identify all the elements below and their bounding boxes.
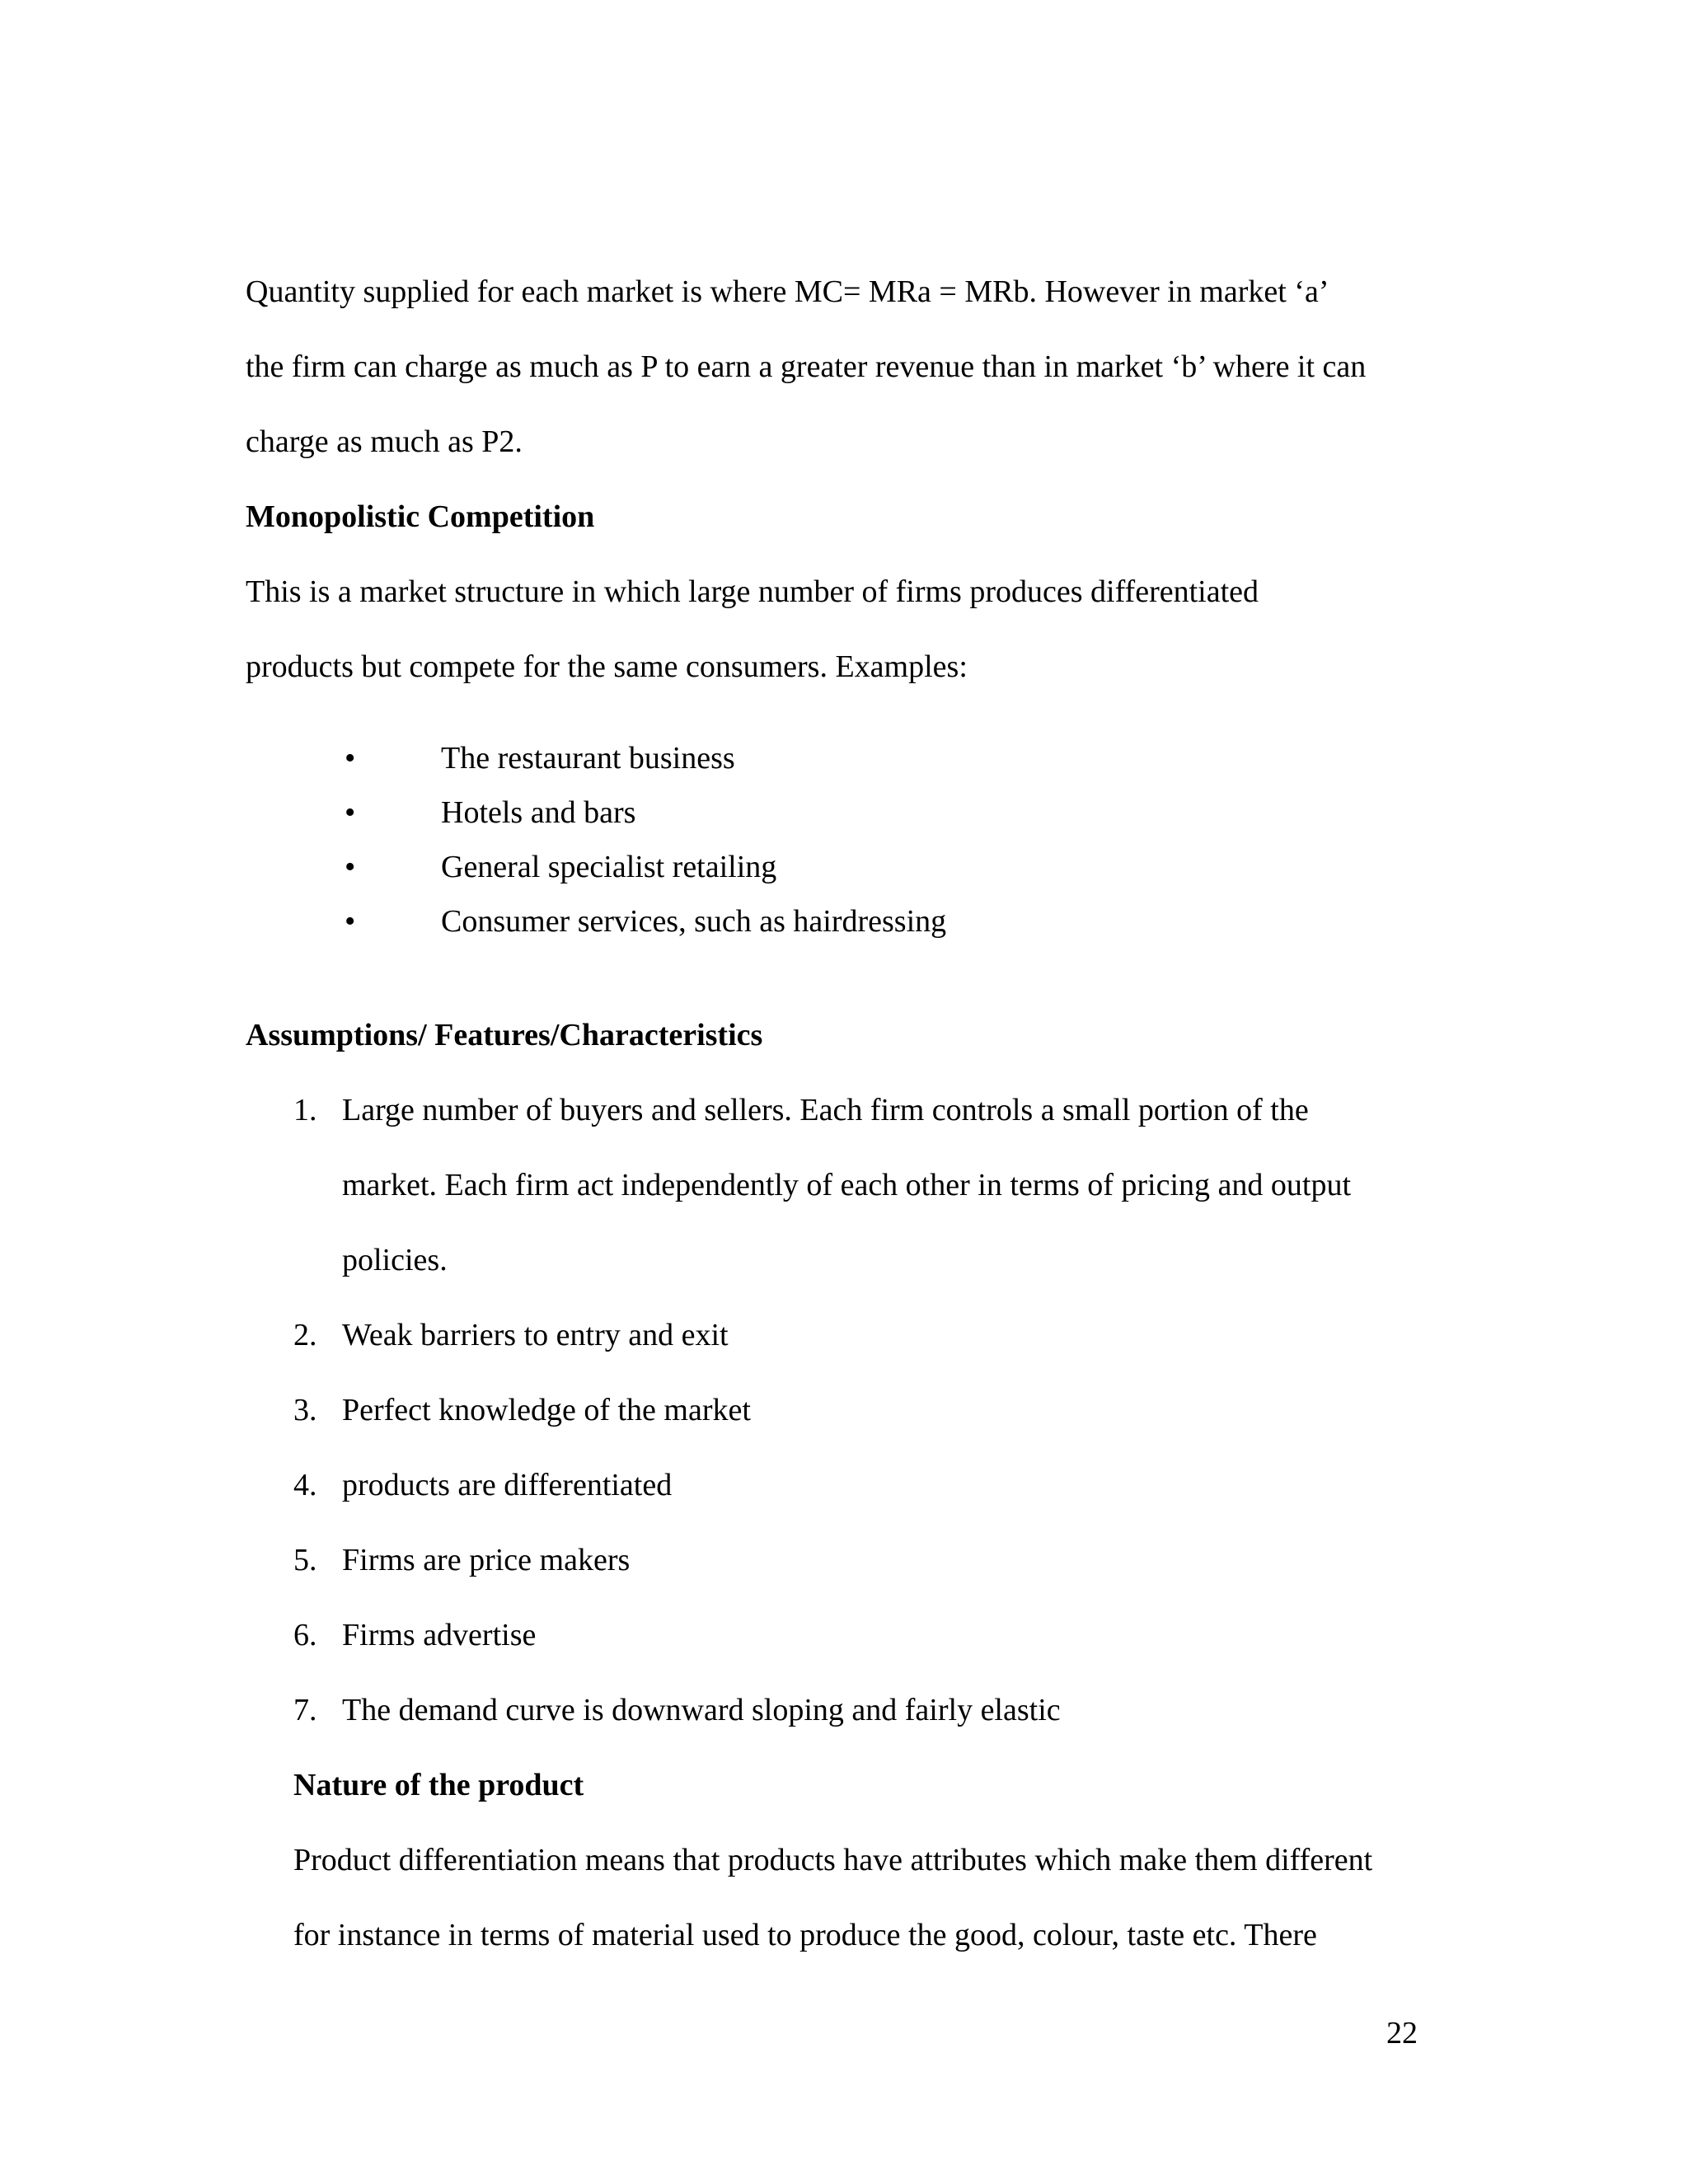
paragraph-line: Product differentiation means that products have attributes which make them different <box>293 1843 1373 1877</box>
paragraph-line: for instance in terms of material used to produce the good, colour, taste etc. There <box>293 1918 1317 1952</box>
list-item-text: Weak barriers to entry and exit <box>342 1318 729 1352</box>
bullet-marker: • <box>345 795 356 830</box>
paragraph-line: charge as much as P2. <box>246 424 523 459</box>
list-number: 7. <box>293 1693 317 1727</box>
paragraph-line: Quantity supplied for each market is where MC= MRa = MRb. However in market ‘a’ <box>246 274 1329 309</box>
list-item-text: The demand curve is downward sloping and fairly elastic <box>342 1693 1061 1727</box>
list-number: 6. <box>293 1618 317 1652</box>
list-item-text: Hotels and bars <box>441 795 636 830</box>
list-number: 1. <box>293 1093 317 1127</box>
paragraph-line: the firm can charge as much as P to earn a greater revenue than in market ‘b’ where it can <box>246 349 1367 384</box>
list-item-text: The restaurant business <box>441 741 735 776</box>
bullet-marker: • <box>345 741 356 776</box>
list-number: 5. <box>293 1543 317 1577</box>
list-number: 2. <box>293 1318 317 1352</box>
paragraph-line: This is a market structure in which large number of firms produces differentiated <box>246 574 1259 609</box>
list-number: 4. <box>293 1468 317 1502</box>
list-item-text: policies. <box>342 1243 448 1277</box>
list-item-text: products are differentiated <box>342 1468 673 1502</box>
paragraph-line: products but compete for the same consumers. Examples: <box>246 649 968 684</box>
list-item-text: Perfect knowledge of the market <box>342 1393 751 1427</box>
subsection-heading: Nature of the product <box>293 1768 584 1802</box>
list-item-text: Large number of buyers and sellers. Each firm controls a small portion of the <box>342 1093 1309 1127</box>
bullet-marker: • <box>345 850 356 884</box>
section-heading: Assumptions/ Features/Characteristics <box>246 1018 763 1052</box>
list-item-text: Consumer services, such as hairdressing <box>441 904 947 939</box>
list-number: 3. <box>293 1393 317 1427</box>
page-number: 22 <box>1386 2016 1418 2050</box>
bullet-marker: • <box>345 904 356 939</box>
list-item-text: market. Each firm act independently of each other in terms of pricing and output <box>342 1168 1352 1202</box>
list-item-text: Firms advertise <box>342 1618 537 1652</box>
section-heading: Monopolistic Competition <box>246 499 595 534</box>
list-item-text: General specialist retailing <box>441 850 777 884</box>
list-item-text: Firms are price makers <box>342 1543 631 1577</box>
